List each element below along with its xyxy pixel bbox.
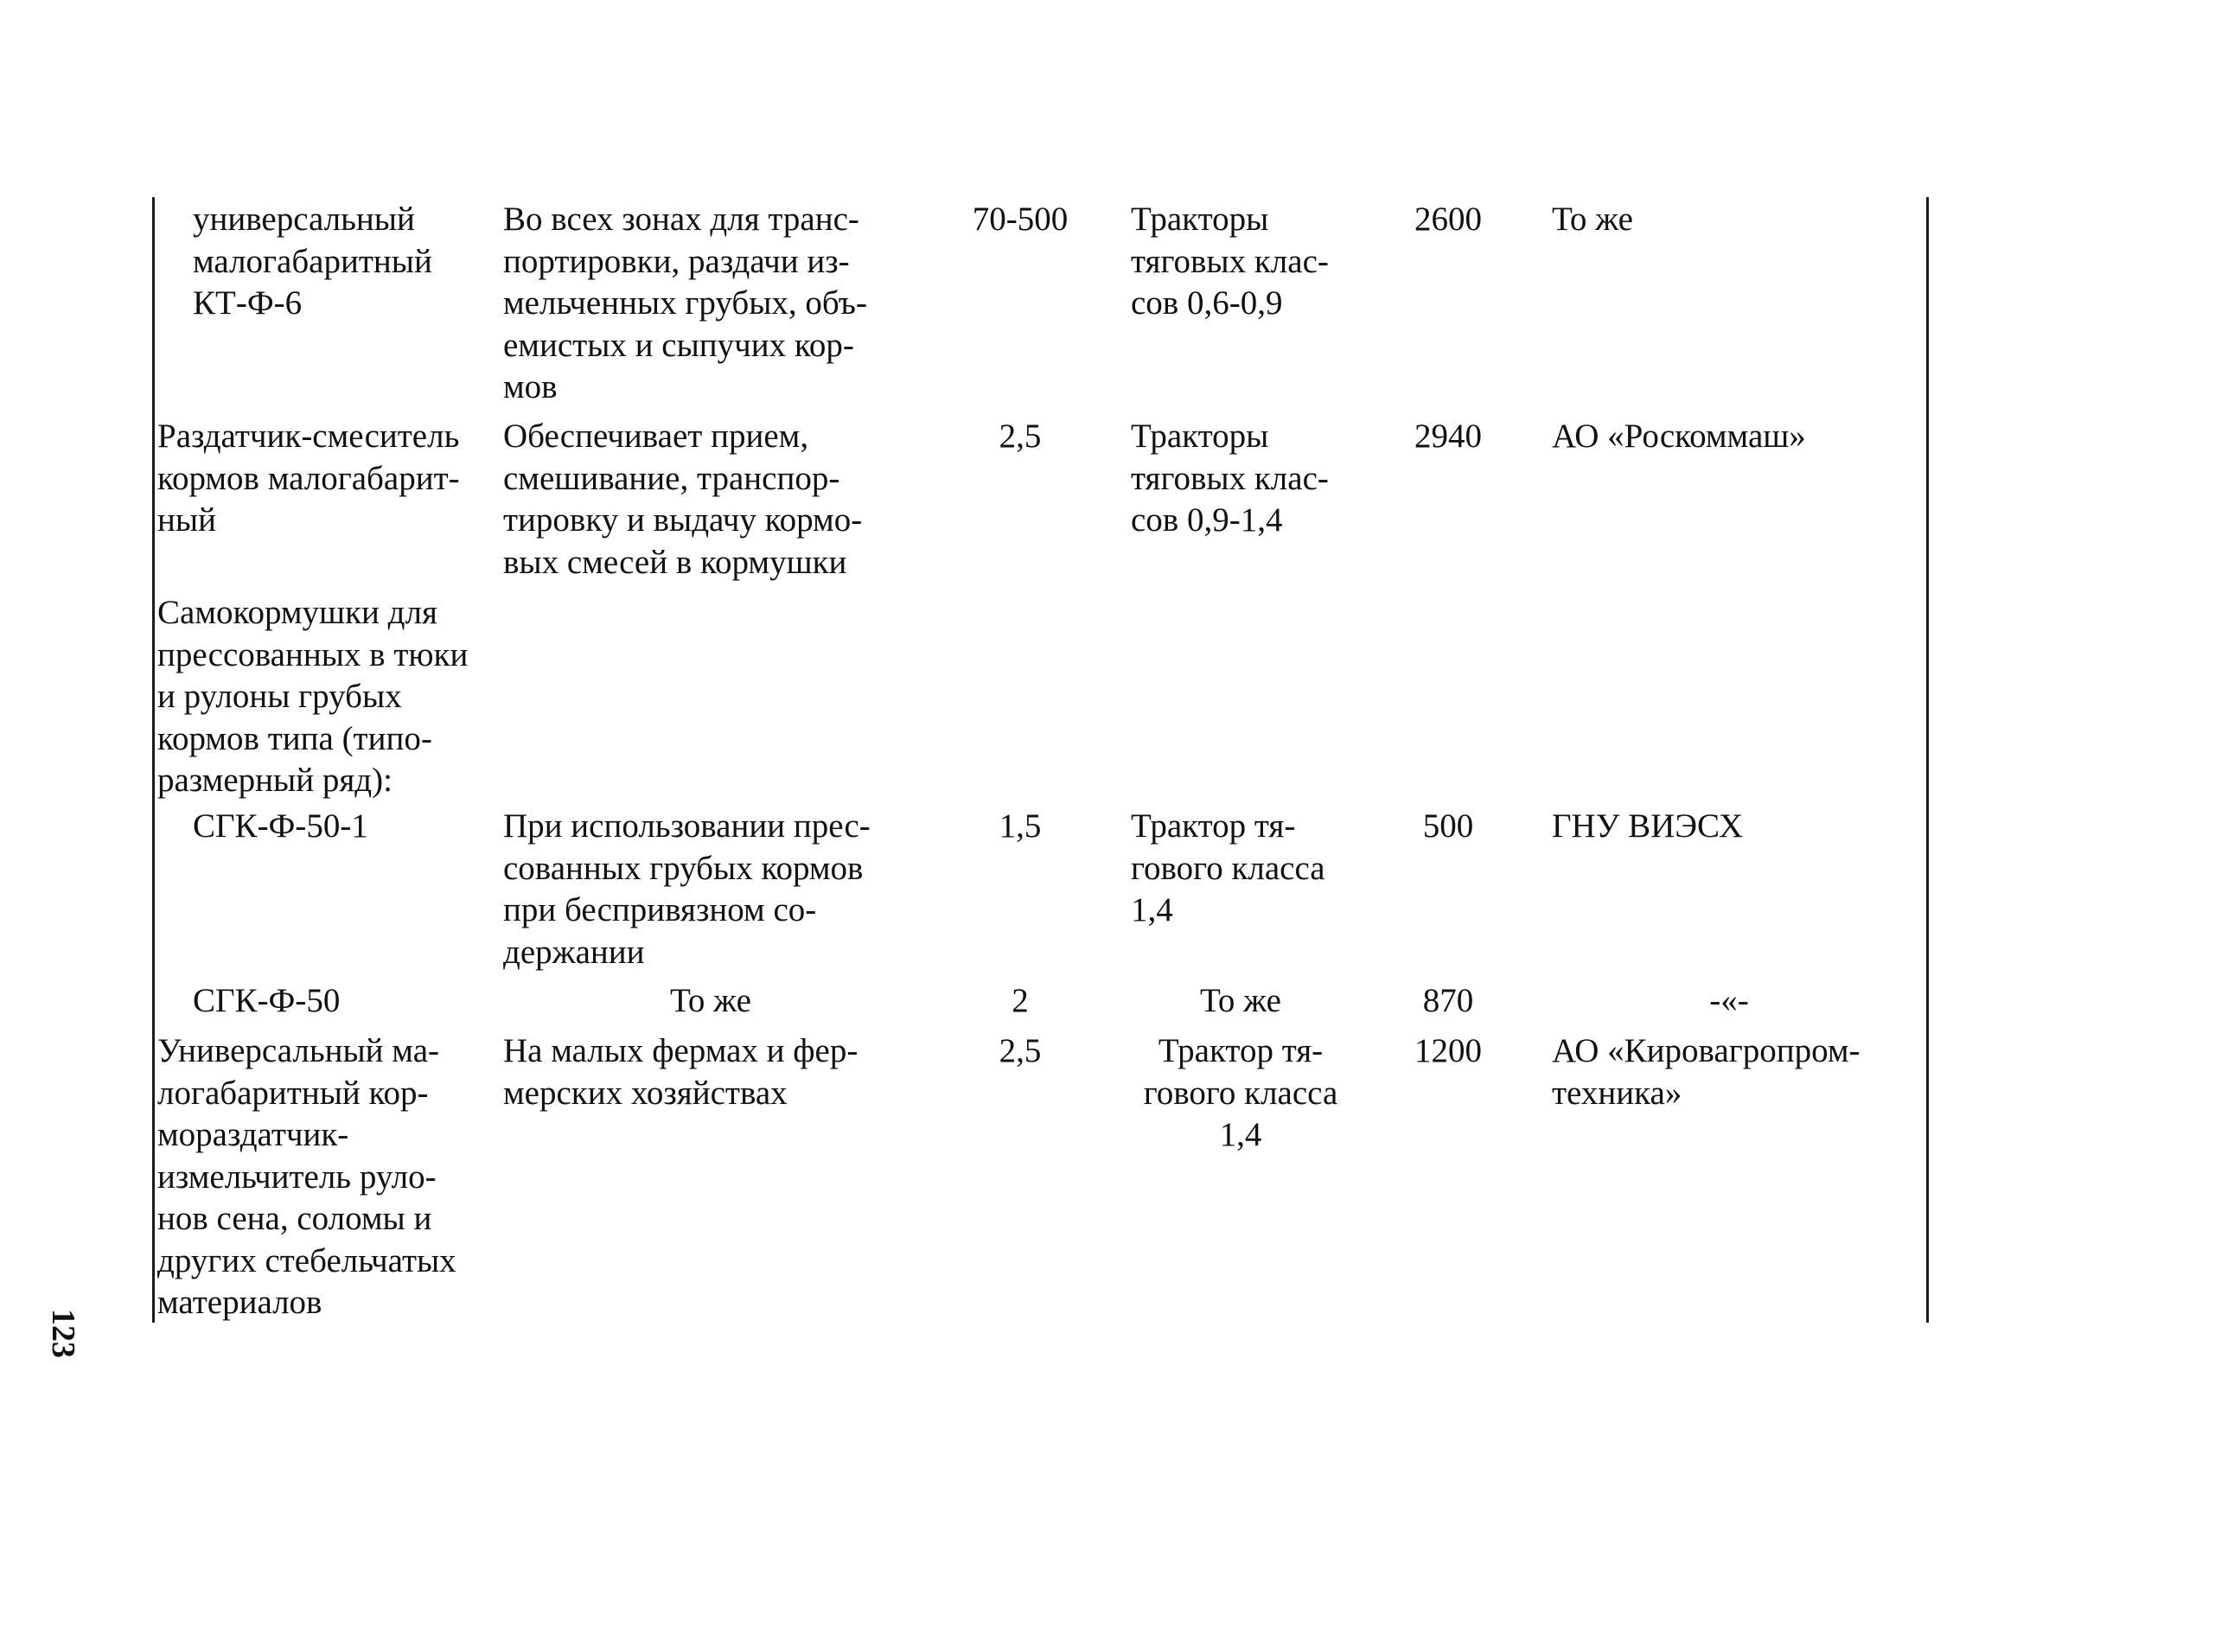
row-1-price: 2940 bbox=[1414, 418, 1482, 455]
row-0-tractor: Тракторы тяговых клас- сов 0,6-0,9 bbox=[1131, 201, 1329, 322]
row-0-description: Во всех зонах для транс- портировки, раздачи из- мельченных грубых, объ- емистых и сыпучих кор- мов bbox=[503, 201, 867, 405]
row-3-price: 500 bbox=[1422, 807, 1474, 845]
row-2-name: Самокормушки для прессованных в тюки и рулоны грубых кормов типа (типо- размерный ряд): bbox=[157, 594, 469, 799]
row-0-maker: То же bbox=[1552, 201, 1633, 238]
row-1-description: Обеспечивает прием, смешивание, транспор- тировку и выдачу кормо- вых смесей в кормушки bbox=[503, 418, 863, 581]
row-4-capacity: 2 bbox=[1012, 982, 1029, 1019]
row-5-capacity: 2,5 bbox=[999, 1032, 1042, 1069]
row-5-description: На малых фермах и фер- мерских хозяйствах bbox=[503, 1032, 858, 1112]
table-right-border bbox=[1926, 197, 1929, 1323]
row-4-name: СГК-Ф-50 bbox=[193, 982, 341, 1019]
row-4-maker: -«- bbox=[1709, 982, 1749, 1019]
row-3-capacity: 1,5 bbox=[999, 807, 1042, 845]
table-left-border bbox=[152, 197, 155, 1323]
row-3-maker: ГНУ ВИЭСХ bbox=[1552, 807, 1744, 845]
row-0-price: 2600 bbox=[1414, 201, 1482, 238]
row-3-tractor: Трактор тя- гового класса 1,4 bbox=[1131, 807, 1325, 928]
row-0-name: универсальный малогабаритный КТ-Ф-6 bbox=[193, 201, 432, 322]
row-1-tractor: Тракторы тяговых клас- сов 0,9-1,4 bbox=[1131, 418, 1329, 539]
page-number: 123 bbox=[45, 1309, 81, 1358]
row-3-name: СГК-Ф-50-1 bbox=[193, 807, 368, 845]
row-1-capacity: 2,5 bbox=[999, 418, 1042, 455]
row-5-name: Универсальный ма- логабаритный кор- мораздатчик- измельчитель руло- нов сена, соломы и других стебельчатых материалов bbox=[157, 1032, 456, 1321]
row-5-maker: АО «Кировагропром- техника» bbox=[1552, 1032, 1861, 1112]
row-5-price: 1200 bbox=[1414, 1032, 1482, 1069]
row-1-maker: АО «Роскоммаш» bbox=[1552, 418, 1806, 455]
row-4-description: То же bbox=[670, 982, 751, 1019]
row-1-name: Раздатчик-смеситель кормов малогабарит- ный bbox=[157, 418, 460, 539]
row-0-capacity: 70-500 bbox=[972, 201, 1069, 238]
row-5-tractor: Трактор тя- гового класса 1,4 bbox=[1143, 1032, 1338, 1153]
row-4-tractor: То же bbox=[1200, 982, 1281, 1019]
row-3-description: При использовании прес- сованных грубых кормов при беспривязном со- держании bbox=[503, 807, 871, 971]
row-4-price: 870 bbox=[1422, 982, 1474, 1019]
